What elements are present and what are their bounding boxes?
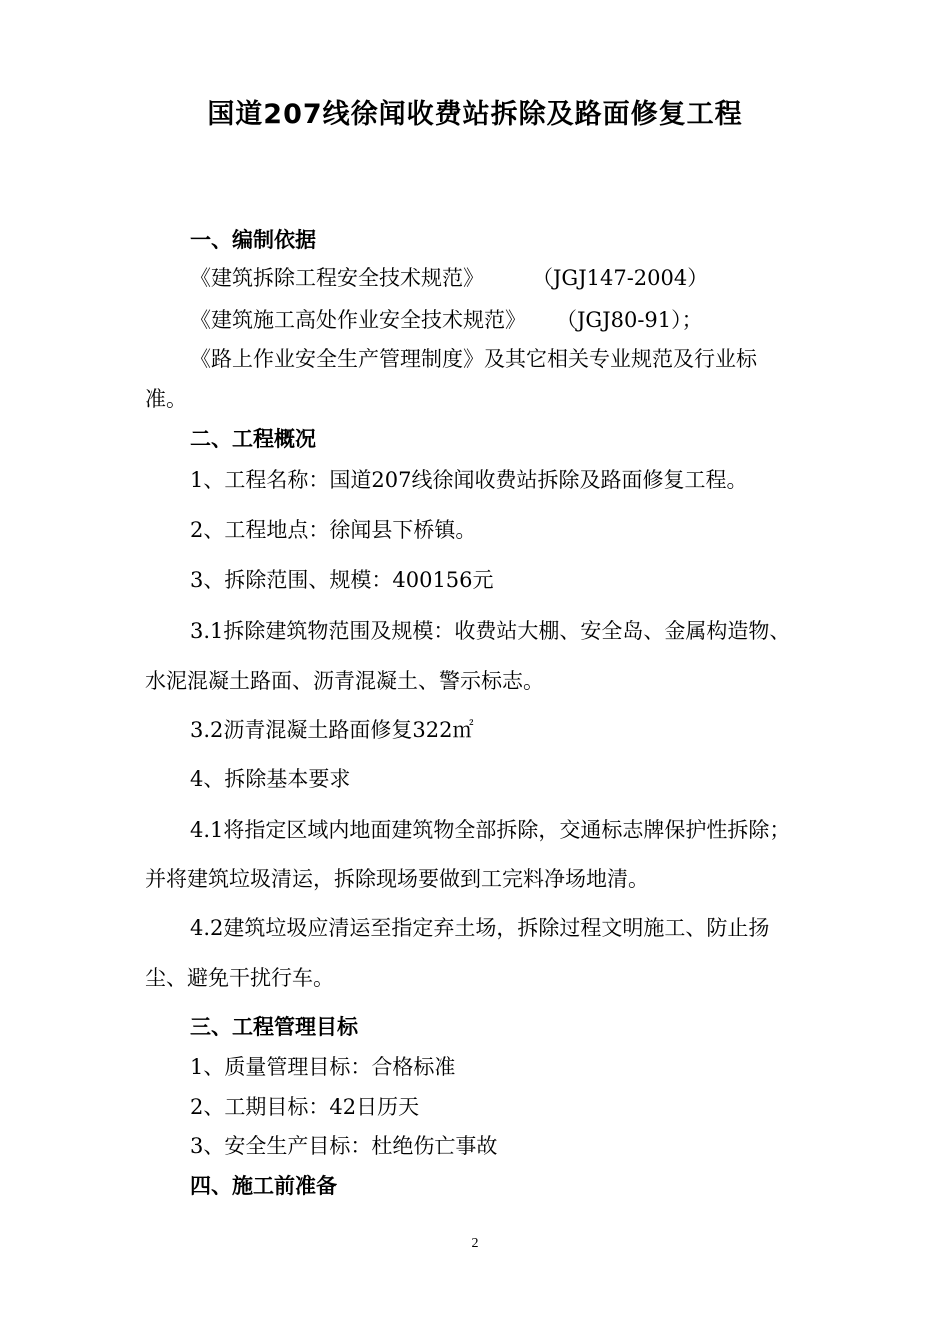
reference-2-code: （JGJ80-91）；: [556, 308, 703, 332]
item-3-1-line-2: 水泥混凝土路面、沥青混凝土、警示标志。: [145, 669, 544, 693]
project-name-item: 1、工程名称：国道207线徐闻收费站拆除及路面修复工程。: [190, 468, 748, 492]
page-number: 2: [471, 1236, 479, 1251]
item-4-1-line-2: 并将建筑垃圾清运，拆除现场要做到工完料净场地清。: [145, 867, 649, 891]
item-3-2: 3.2沥青混凝土路面修复322㎡: [190, 718, 474, 742]
reference-3-line-1: 《路上作业安全生产管理制度》及其它相关专业规范及行业标: [190, 347, 757, 371]
reference-3-line-2: 准。: [145, 387, 187, 411]
item-3-1-line-1: 3.1拆除建筑物范围及规模：收费站大棚、安全岛、金属构造物、: [190, 619, 791, 643]
section-3-heading: 三、工程管理目标: [190, 1015, 358, 1039]
section-2-heading: 二、工程概况: [190, 427, 316, 451]
reference-2-name: 《建筑施工高处作业安全技术规范》: [190, 308, 526, 332]
item-4-2-line-2: 尘、避免干扰行车。: [145, 966, 334, 990]
page-title: 国道207线徐闻收费站拆除及路面修复工程: [207, 99, 743, 130]
project-location-item: 2、工程地点：徐闻县下桥镇。: [190, 518, 477, 542]
demolition-scope-item: 3、拆除范围、规模：400156元: [190, 568, 494, 592]
reference-1-name: 《建筑拆除工程安全技术规范》: [190, 266, 484, 290]
reference-1-code: （JGJ147-2004）: [532, 266, 709, 290]
schedule-target-item: 2、工期目标：42日历天: [190, 1095, 420, 1119]
item-4-1-line-1: 4.1将指定区域内地面建筑物全部拆除，交通标志牌保护性拆除；: [190, 818, 791, 842]
item-4-2-line-1: 4.2建筑垃圾应清运至指定弃土场，拆除过程文明施工、防止扬: [190, 916, 770, 940]
section-1-heading: 一、编制依据: [190, 228, 316, 252]
quality-target-item: 1、质量管理目标：合格标准: [190, 1055, 456, 1079]
safety-target-item: 3、安全生产目标：杜绝伤亡事故: [190, 1134, 498, 1158]
item-4: 4、拆除基本要求: [190, 767, 351, 791]
section-4-heading: 四、施工前准备: [190, 1174, 337, 1198]
